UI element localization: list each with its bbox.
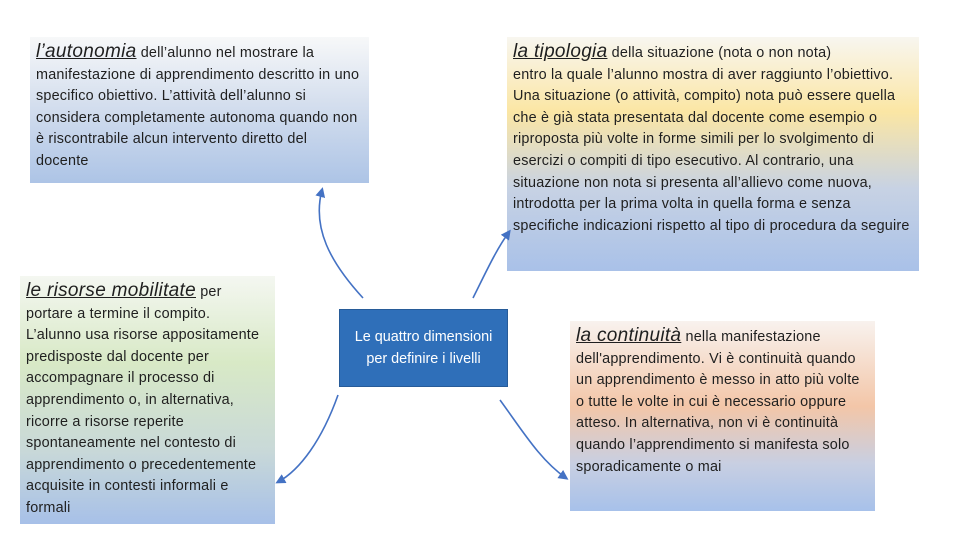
tipologia-body: entro la quale l’alunno mostra di aver raggiunto l’obiettivo. Una situazione (o attività, compito) nota può essere quella che è già stata presentata dal docente come esempio o riproposta più volte in forme simili per lo svolgimento di esercizi o compiti di tipo esecutivo. Al contrario, una situazione non nota si presenta all’allievo come nuova, introdotta per la prima volta in quella forma e senza specifiche indicazioni rispetto al tipo di procedura da seguire [513, 66, 910, 234]
autonomia-box [30, 37, 369, 183]
continuita-title: la continuità [576, 325, 682, 346]
center-node-label: Le quattro dimensioni per definire i livelli [354, 329, 493, 367]
tipologia-title: la tipologia [513, 41, 608, 62]
autonomia-body: manifestazione di apprendimento descritto in uno specifico obiettivo. L’attività dell’alunno si considera completamente autonoma quando non è riscontrabile alcun intervento diretto del docente [36, 66, 360, 169]
center-node [339, 309, 508, 387]
tipologia-box [507, 37, 919, 271]
risorse-box [20, 276, 275, 524]
arrow-to-risorse [278, 395, 338, 482]
arrow-to-autonomia [319, 190, 363, 298]
risorse-body: portare a termine il compito. L’alunno usa risorse appositamente predisposte dal docente per accompagnare il processo di apprendimento o, in alternativa, ricorre a risorse reperite spontaneamente nel contesto di apprendimento o precedentemente acquisite in contesti informali e formali [26, 305, 260, 516]
risorse-title: le risorse mobilitate [26, 280, 196, 301]
autonomia-intro: dell’alunno nel mostrare la [140, 45, 315, 61]
arrow-to-continuita [500, 400, 566, 478]
autonomia-title: l’autonomia [36, 41, 137, 62]
continuita-box [570, 321, 875, 511]
arrow-to-tipologia [473, 232, 509, 298]
tipologia-intro: della situazione (nota o non nota) [611, 45, 832, 61]
continuita-intro: nella manifestazione [685, 329, 821, 345]
risorse-intro: per [200, 284, 222, 300]
continuita-body: dell'apprendimento. Vi è continuità quando un apprendimento è messo in atto più volte o tutte le volte in cui è necessario oppure atteso. In alternativa, non vi è continuità quando l’apprendimento si manifesta solo sporadicamente o mai [576, 350, 860, 475]
